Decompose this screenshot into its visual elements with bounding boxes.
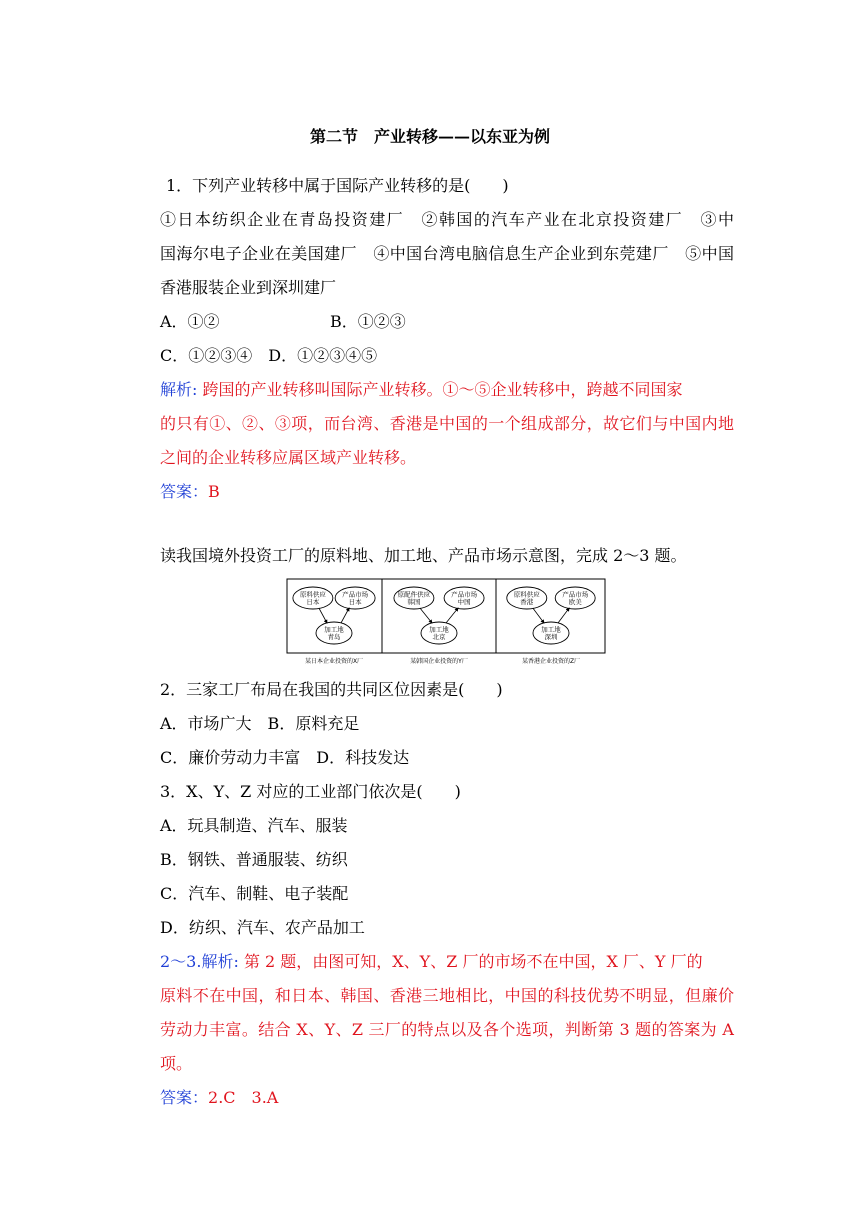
q23-answer	[160, 1088, 278, 1108]
panel-caption: 某日本企业投资的X厂	[304, 658, 364, 665]
q23-answer-label: 答案：	[160, 1088, 209, 1107]
market-node-label: 欧美	[568, 598, 582, 606]
factory-node-label: 北京	[432, 633, 446, 641]
q3-stem: 3．X、Y、Z 对应的工业部门依次是( )	[160, 782, 461, 801]
q1-choice-a: A．①②	[160, 312, 220, 331]
q23-answer-value: 2.C 3.A	[208, 1088, 279, 1107]
q2-choices-ab: A．市场广大 B．原料充足	[160, 714, 360, 733]
market-node-label: 中国	[457, 598, 471, 606]
q1-answer	[160, 482, 220, 502]
q1-choice-b: B．①②③	[330, 312, 406, 331]
q23-analysis-line4: 项。	[160, 1054, 193, 1073]
q1-choice-cd: C．①②③④ D．①②③④⑤	[160, 346, 378, 365]
factory-node-label: 青岛	[327, 633, 341, 641]
factory-node-label: 加工地	[324, 625, 344, 634]
q2-choices-cd: C．廉价劳动力丰富 D．科技发达	[160, 748, 410, 767]
q3-choice-a: A．玩具制造、汽车、服装	[160, 816, 348, 835]
q23-analysis-line2: 原料不在中国，和日本、韩国、香港三地相比，中国的科技优势不明显，但廉价	[160, 986, 734, 1005]
source-node-label: 原配件供应	[397, 590, 431, 599]
market-node-label: 产品市场	[562, 590, 589, 599]
market-node-label: 产品市场	[342, 590, 369, 599]
market-node-label: 产品市场	[451, 590, 478, 599]
q1-options-line3: 香港服装企业到深圳建厂	[160, 278, 337, 297]
source-node-label: 原料供应	[299, 590, 326, 599]
market-node-label: 日本	[348, 598, 362, 606]
factory-node-label: 加工地	[429, 625, 449, 634]
panel-caption: 某韩国企业投资的Y厂	[410, 658, 468, 665]
q1-analysis-line3: 之间的企业转移应属区域产业转移。	[160, 448, 417, 467]
q23-analysis-text1: 第 2 题，由图可知，X、Y、Z 厂的市场不在中国，X 厂、Y 厂的	[243, 952, 703, 971]
q1-options-line1: ①日本纺织企业在青岛投资建厂 ②韩国的汽车产业在北京投资建厂 ③中	[160, 210, 734, 229]
intro-text: 读我国境外投资工厂的原料地、加工地、产品市场示意图，完成 2～3 题。	[160, 546, 687, 565]
q1-answer-value: B	[208, 482, 220, 501]
q23-analysis-label: 2～3.解析:	[160, 952, 239, 971]
market-arrow	[558, 608, 569, 623]
page-title: 第二节 产业转移——以东亚为例	[309, 127, 550, 146]
source-node-label: 香港	[520, 598, 534, 606]
factory-node-label: 深圳	[544, 633, 558, 641]
panel-caption: 某香港企业投资的Z厂	[521, 658, 581, 665]
q3-choice-c: C．汽车、制鞋、电子装配	[160, 884, 349, 903]
q1-analysis-label: 解析:	[160, 380, 198, 399]
q3-choice-d: D．纺织、汽车、农产品加工	[160, 918, 365, 937]
q1-analysis-line1	[160, 380, 734, 400]
q1-analysis-text1: 跨国的产业转移叫国际产业转移。①～⑤企业转移中，跨越不同国家	[202, 380, 683, 399]
q1-options-line2: 国海尔电子企业在美国建厂 ④中国台湾电脑信息生产企业到东莞建厂 ⑤中国	[160, 244, 734, 263]
source-node-label: 原料供应	[513, 590, 540, 599]
q2-stem: 2．三家工厂布局在我国的共同区位因素是( )	[160, 680, 503, 699]
q1-answer-label: 答案：	[160, 482, 209, 501]
source-node-label: 韩国	[407, 598, 421, 606]
market-arrow	[446, 608, 458, 623]
supply-arrow	[319, 608, 327, 623]
factory-location-diagram	[286, 578, 606, 670]
q3-choice-b: B．钢铁、普通服装、纺织	[160, 850, 348, 869]
q1-stem: 1．下列产业转移中属于国际产业转移的是( )	[166, 176, 509, 195]
q23-analysis-line3: 劳动力丰富。结合 X、Y、Z 三厂的特点以及各个选项，判断第 3 题的答案为 A	[160, 1020, 734, 1039]
factory-node-label: 加工地	[541, 625, 561, 634]
market-arrow	[341, 608, 349, 623]
source-node-label: 日本	[306, 598, 320, 606]
q1-analysis-line2: 的只有①、②、③项，而台湾、香港是中国的一个组成部分，故它们与中国内地	[160, 414, 734, 433]
supply-arrow	[420, 608, 432, 623]
q23-analysis-line1	[160, 952, 734, 972]
supply-arrow	[533, 608, 544, 623]
